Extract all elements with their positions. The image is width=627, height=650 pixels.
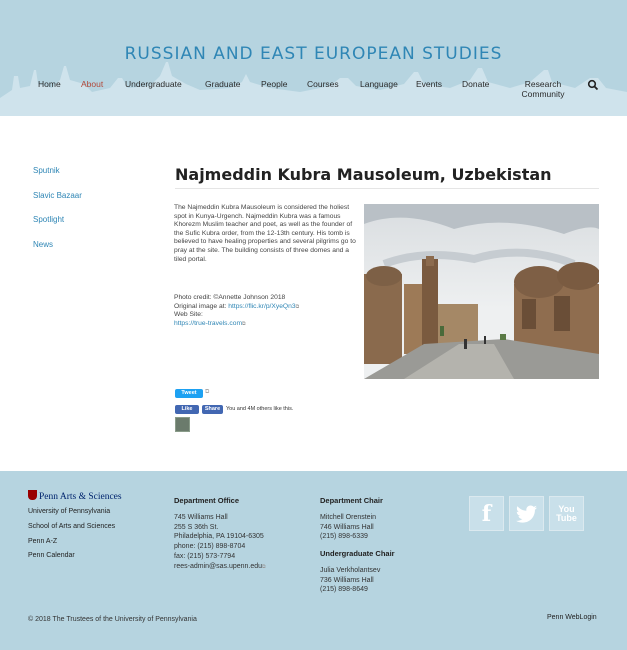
photo-credits [174,294,358,328]
main-nav [0,79,627,101]
office-phone: phone: (215) 898-8704 [174,543,246,551]
penn-logo-text: Penn Arts & Sciences [39,492,122,502]
website-line [174,320,358,329]
department-chair-heading: Department Chair [320,496,383,505]
sidebar-nav [33,166,82,264]
chair-name: Mitchell Orenstein [320,513,377,521]
office-email-link[interactable]: rees-admin@sas.upenn.edu [174,562,263,570]
external-link-icon: ⧉ [295,303,300,310]
office-address-line: 745 Williams Hall [174,513,228,521]
footer-link-upenn[interactable]: University of Pennsylvania [28,508,111,515]
department-office-block [174,496,266,573]
footer-link-sas[interactable]: School of Arts and Sciences [28,522,116,530]
nav-events[interactable]: Events [416,79,442,89]
original-image-link[interactable]: https://flic.kr/p/XyeQn3 [228,302,296,310]
nav-graduate[interactable]: Graduate [205,79,241,89]
nav-people[interactable]: People [261,79,288,89]
office-address-line: Philadelphia, PA 19104-6305 [174,533,264,541]
nav-about[interactable]: About [81,79,104,89]
chair-phone: (215) 898-6339 [320,533,368,541]
nav-language[interactable]: Language [360,79,398,89]
original-image-line [174,303,358,312]
office-email-line [174,562,266,573]
nav-home[interactable]: Home [38,79,61,89]
site-title[interactable]: RUSSIAN AND EAST EUROPEAN STUDIES [124,44,503,64]
facebook-avatar[interactable] [175,417,190,432]
external-link-icon: ⧉ [242,320,246,327]
ug-chair-office: 736 Williams Hall [320,576,374,584]
office-fax: fax: (215) 573-7794 [174,552,236,560]
footer-link-penn-az[interactable]: Penn A-Z [28,537,58,545]
tweet-button[interactable]: Tweet [175,389,203,398]
footer-links [28,508,115,567]
mausoleum-photo [364,204,599,379]
facebook-icon[interactable]: f [469,496,504,531]
penn-arts-sciences-logo[interactable] [28,490,122,502]
page-title: Najmeddin Kubra Mausoleum, Uzbekistan [175,165,552,184]
nav-research-community[interactable]: Research Community [521,79,565,99]
photo-credit-text: Photo credit: ©Annette Johnson 2018 [174,294,286,301]
sidebar-item-news[interactable]: News [33,239,54,249]
facebook-share-button[interactable]: Share [202,405,223,414]
chair-office: 746 Williams Hall [320,523,374,531]
office-address-line: 255 S 36th St. [174,523,219,531]
copyright-text: © 2018 The Trustees of the University of Pennsylvania [28,616,197,623]
department-office-heading: Department Office [174,496,240,505]
footer-link-penn-calendar[interactable]: Penn Calendar [28,552,75,560]
site-header [0,0,627,116]
department-chair-block [320,496,383,542]
title-divider [175,188,599,189]
undergraduate-chair-block [320,549,395,595]
original-image-label: Original image at: [174,302,227,310]
article-body: The Najmeddin Kubra Mausoleum is considered the holiest spot in Kunya-Urgench. Najmeddin Kubra was a famous Khorezm Muslim teacher and poet, as well as the founder of the Sufic Kubra order, from the 12-13th century. His tomb is believed to have healing properties and several pilgrims go to pray at the site. The building consists of three domes and a tiled portal. [174,204,356,263]
facebook-like-button[interactable]: Like [175,405,199,414]
nav-donate[interactable]: Donate [462,79,490,89]
website-link[interactable]: https://true-travels.com [174,319,243,327]
undergraduate-chair-heading: Undergraduate Chair [320,549,395,558]
sidebar-item-spotlight[interactable]: Spotlight [33,215,65,224]
nav-courses[interactable]: Courses [307,79,339,89]
sidebar-item-sputnik[interactable]: Sputnik [33,166,60,175]
twitter-icon[interactable] [509,496,544,531]
nav-undergraduate[interactable]: Undergraduate [125,79,182,89]
external-link-icon: ⧉ [262,563,266,570]
ug-chair-phone: (215) 898-8649 [320,586,368,594]
penn-weblogin-link[interactable]: Penn WebLogin [547,614,597,621]
website-label: Web Site: [174,311,203,319]
sidebar-item-slavic-bazaar[interactable]: Slavic Bazaar [33,190,82,200]
search-icon[interactable] [587,79,599,91]
twitter-bird-glyph [516,505,538,523]
youtube-icon[interactable]: You Tube [549,496,584,531]
ug-chair-name: Julia Verkholantsev [320,566,381,574]
penn-shield-icon [28,490,37,500]
like-count-text: You and 4M others like this. [226,406,294,412]
external-link-icon: ⧉ [205,389,210,395]
